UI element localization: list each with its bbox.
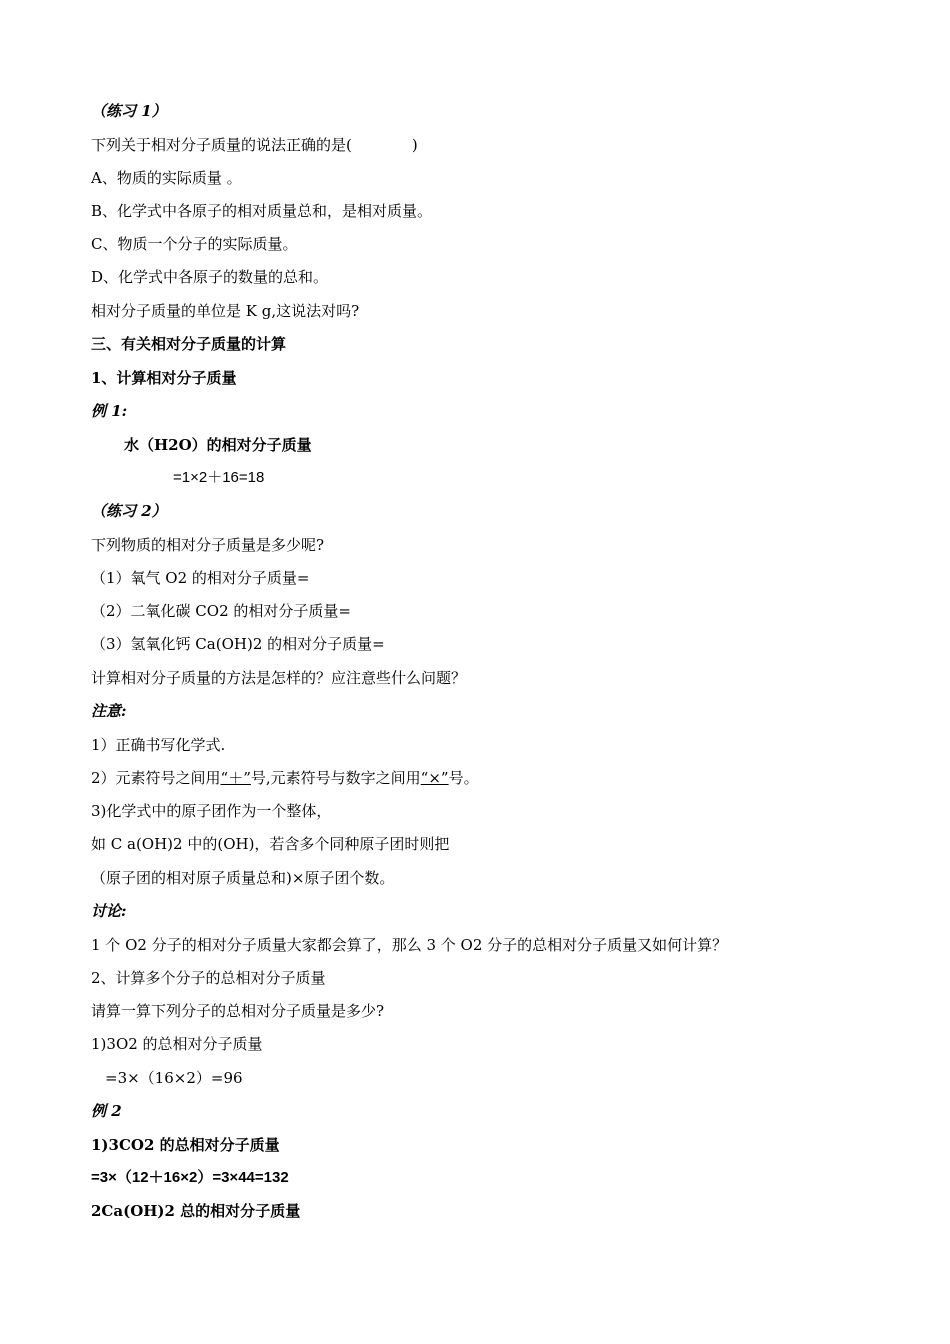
example-2-label: 例 2 <box>91 1102 122 1120</box>
example-1-label: 例 1: <box>91 402 128 420</box>
exercise1-question: 下列关于相对分子质量的说法正确的是( ) <box>91 136 418 154</box>
subsection-1-heading: 1、计算相对分子质量 <box>91 369 237 387</box>
discussion-question: 1 个 O2 分子的相对分子质量大家都会算了，那么 3 个 O2 分子的总相对分子质量又如何计算？ <box>91 936 728 954</box>
example-2-line-2: =3×（12＋16×2）=3×44=132 <box>91 1169 289 1186</box>
method-question: 计算相对分子质量的方法是怎样的？应注意些什么问题？ <box>91 669 467 687</box>
discussion-title: 讨论: <box>91 902 127 920</box>
note-2-part-a: 2）元素符号之间用 <box>91 769 221 787</box>
note-2-plus: “＋” <box>220 769 251 787</box>
water-line: 水（H2O）的相对分子质量 <box>124 436 312 454</box>
option-b: B、化学式中各原子的相对质量总和，是相对质量。 <box>91 202 433 220</box>
note-3: 3)化学式中的原子团作为一个整体， <box>91 802 332 820</box>
note-2-part-c: 号。 <box>448 769 479 787</box>
note-2 <box>91 767 479 789</box>
option-d: D、化学式中各原子的数量的总和。 <box>91 268 329 286</box>
calc-1-answer: =3×（16×2）=96 <box>105 1069 243 1087</box>
exercise2-item-2: （2）二氧化碳 CO2 的相对分子质量= <box>91 602 351 620</box>
note-3-example: 如 C a(OH)2 中的(OH)，若含多个同种原子团时则把 <box>91 835 450 853</box>
example-2-line-1: 1)3CO2 的总相对分子质量 <box>91 1136 280 1154</box>
example-2-line-3: 2Ca(OH)2 总的相对分子质量 <box>91 1202 301 1220</box>
unit-question: 相对分子质量的单位是 K g,这说法对吗? <box>91 302 360 320</box>
water-calc: =1×2＋16=18 <box>173 469 265 486</box>
exercise2-item-3: （3）氢氧化钙 Ca(OH)2 的相对分子质量= <box>91 635 385 653</box>
note-3-rule: （原子团的相对原子质量总和)×原子团个数。 <box>91 869 395 887</box>
note-1: 1）正确书写化学式. <box>91 736 226 754</box>
subsection-2-heading: 2、计算多个分子的总相对分子质量 <box>91 969 326 987</box>
calc-prompt: 请算一算下列分子的总相对分子质量是多少? <box>91 1002 385 1020</box>
exercise2-item-1: （1）氧气 O2 的相对分子质量= <box>91 569 310 587</box>
note-2-part-b: 号,元素符号与数字之间用 <box>250 769 421 787</box>
calc-1: 1)3O2 的总相对分子质量 <box>91 1035 263 1053</box>
option-a: A、物质的实际质量 。 <box>91 169 242 187</box>
exercise2-question: 下列物质的相对分子质量是多少呢? <box>91 536 325 554</box>
note-2-times: “×” <box>420 769 449 787</box>
option-c: C、物质一个分子的实际质量。 <box>91 235 298 253</box>
exercise2-title: （练习 2） <box>91 502 167 520</box>
exercise1-title: （练习 1） <box>91 102 167 120</box>
section-3-heading: 三、有关相对分子质量的计算 <box>91 335 287 353</box>
note-title: 注意: <box>91 702 127 720</box>
